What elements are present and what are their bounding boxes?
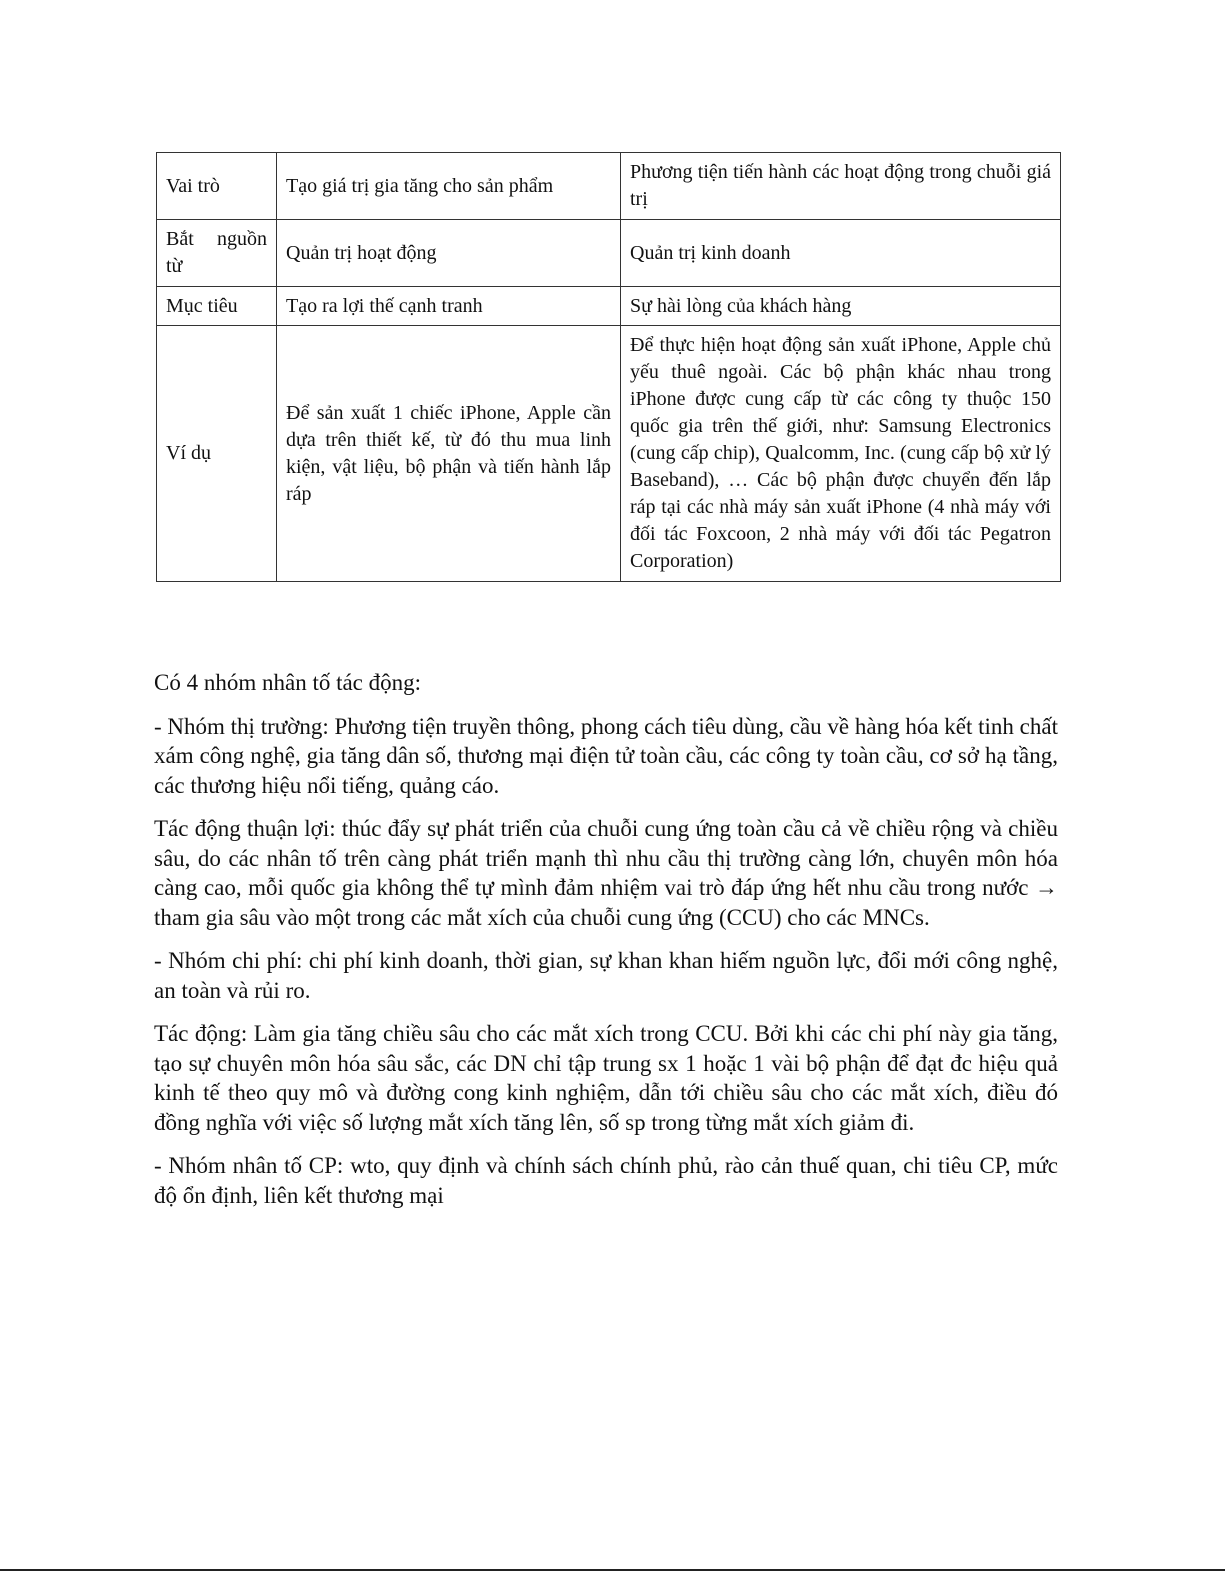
paragraph-intro: Có 4 nhóm nhân tố tác động: <box>154 670 422 695</box>
paragraph-market-impact: Tác động thuận lợi: thúc đẩy sự phát triển của chuỗi cung ứng toàn cầu cả về chiều rộng và chiều sâu, do các nhân tố trên càng phát triển mạnh thì nhu cầu thị trường càng lớn, chuyên môn hóa càng cao, mỗi quốc gia không thể tự mình đảm nhiệm vai trò đáp ứng hết nhu cầu trong nước → tham gia sâu vào một trong các mắt xích của chuỗi cung ứng (CCU) cho các MNCs. <box>154 816 1058 930</box>
row-label-goal: Mục tiêu <box>157 287 277 326</box>
row-label-origin: Bắt nguồn từ <box>157 220 277 287</box>
paragraph-cost-impact: Tác động: Làm gia tăng chiều sâu cho các mắt xích trong CCU. Bởi khi các chi phí này gia tăng, tạo sự chuyên môn hóa sâu sắc, các DN chỉ tập trung sx 1 hoặc 1 vài bộ phận để đạt đc hiệu quả kinh tế theo quy mô và đường cong kinh nghiệm, dẫn tới chiều sâu cho các mắt xích, điều đó đồng nghĩa với việc số lượng mắt xích tăng lên, số sp trong từng mắt xích giảm đi. <box>154 1021 1058 1135</box>
row-label-role: Vai trò <box>157 153 277 220</box>
table-row-origin <box>157 220 1061 287</box>
comparison-table <box>156 152 1061 582</box>
paragraph-market-group: - Nhóm thị trường: Phương tiện truyền thông, phong cách tiêu dùng, cầu về hàng hóa kết tinh chất xám công nghệ, gia tăng dân số, thương mại điện tử toàn cầu, các công ty toàn cầu, cơ sở hạ tầng, các thương hiệu nổi tiếng, quảng cáo. <box>154 713 1058 798</box>
body-text <box>154 668 1058 1224</box>
cell-goal-col3: Sự hài lòng của khách hàng <box>621 287 1061 326</box>
cell-example-col2: Để sản xuất 1 chiếc iPhone, Apple cần dựa trên thiết kế, từ đó thu mua linh kiện, vật liệu, bộ phận và tiến hành lắp ráp <box>277 326 621 582</box>
cell-origin-col2: Quản trị hoạt động <box>277 220 621 287</box>
cell-origin-col3: Quản trị kinh doanh <box>621 220 1061 287</box>
table-row-goal <box>157 287 1061 326</box>
table-row-example <box>157 326 1061 582</box>
row-label-example: Ví dụ <box>157 326 277 582</box>
paragraph-government-group: - Nhóm nhân tố CP: wto, quy định và chính sách chính phủ, rào cản thuế quan, chi tiêu CP, mức độ ổn định, liên kết thương mại <box>154 1153 1058 1208</box>
paragraph-cost-group: - Nhóm chi phí: chi phí kinh doanh, thời gian, sự khan khan hiếm nguồn lực, đổi mới công nghệ, an toàn và rủi ro. <box>154 948 1058 1003</box>
cell-goal-col2: Tạo ra lợi thế cạnh tranh <box>277 287 621 326</box>
cell-example-col3: Để thực hiện hoạt động sản xuất iPhone, Apple chủ yếu thuê ngoài. Các bộ phận khác nhau trong iPhone được cung cấp từ các công ty thuộc 150 quốc gia trên thế giới, như: Samsung Electronics (cung cấp chip), Qualcomm, Inc. (cung cấp bộ xử lý Baseband), … Các bộ phận được chuyển đến lắp ráp tại các nhà máy sản xuất iPhone (4 nhà máy với đối tác Foxcoon, 2 nhà máy với đối tác Pegatron Corporation) <box>621 326 1061 582</box>
page-bottom-border <box>0 1569 1225 1571</box>
table-row-role <box>157 153 1061 220</box>
cell-role-col2: Tạo giá trị gia tăng cho sản phẩm <box>277 153 621 220</box>
cell-role-col3: Phương tiện tiến hành các hoạt động trong chuỗi giá trị <box>621 153 1061 220</box>
